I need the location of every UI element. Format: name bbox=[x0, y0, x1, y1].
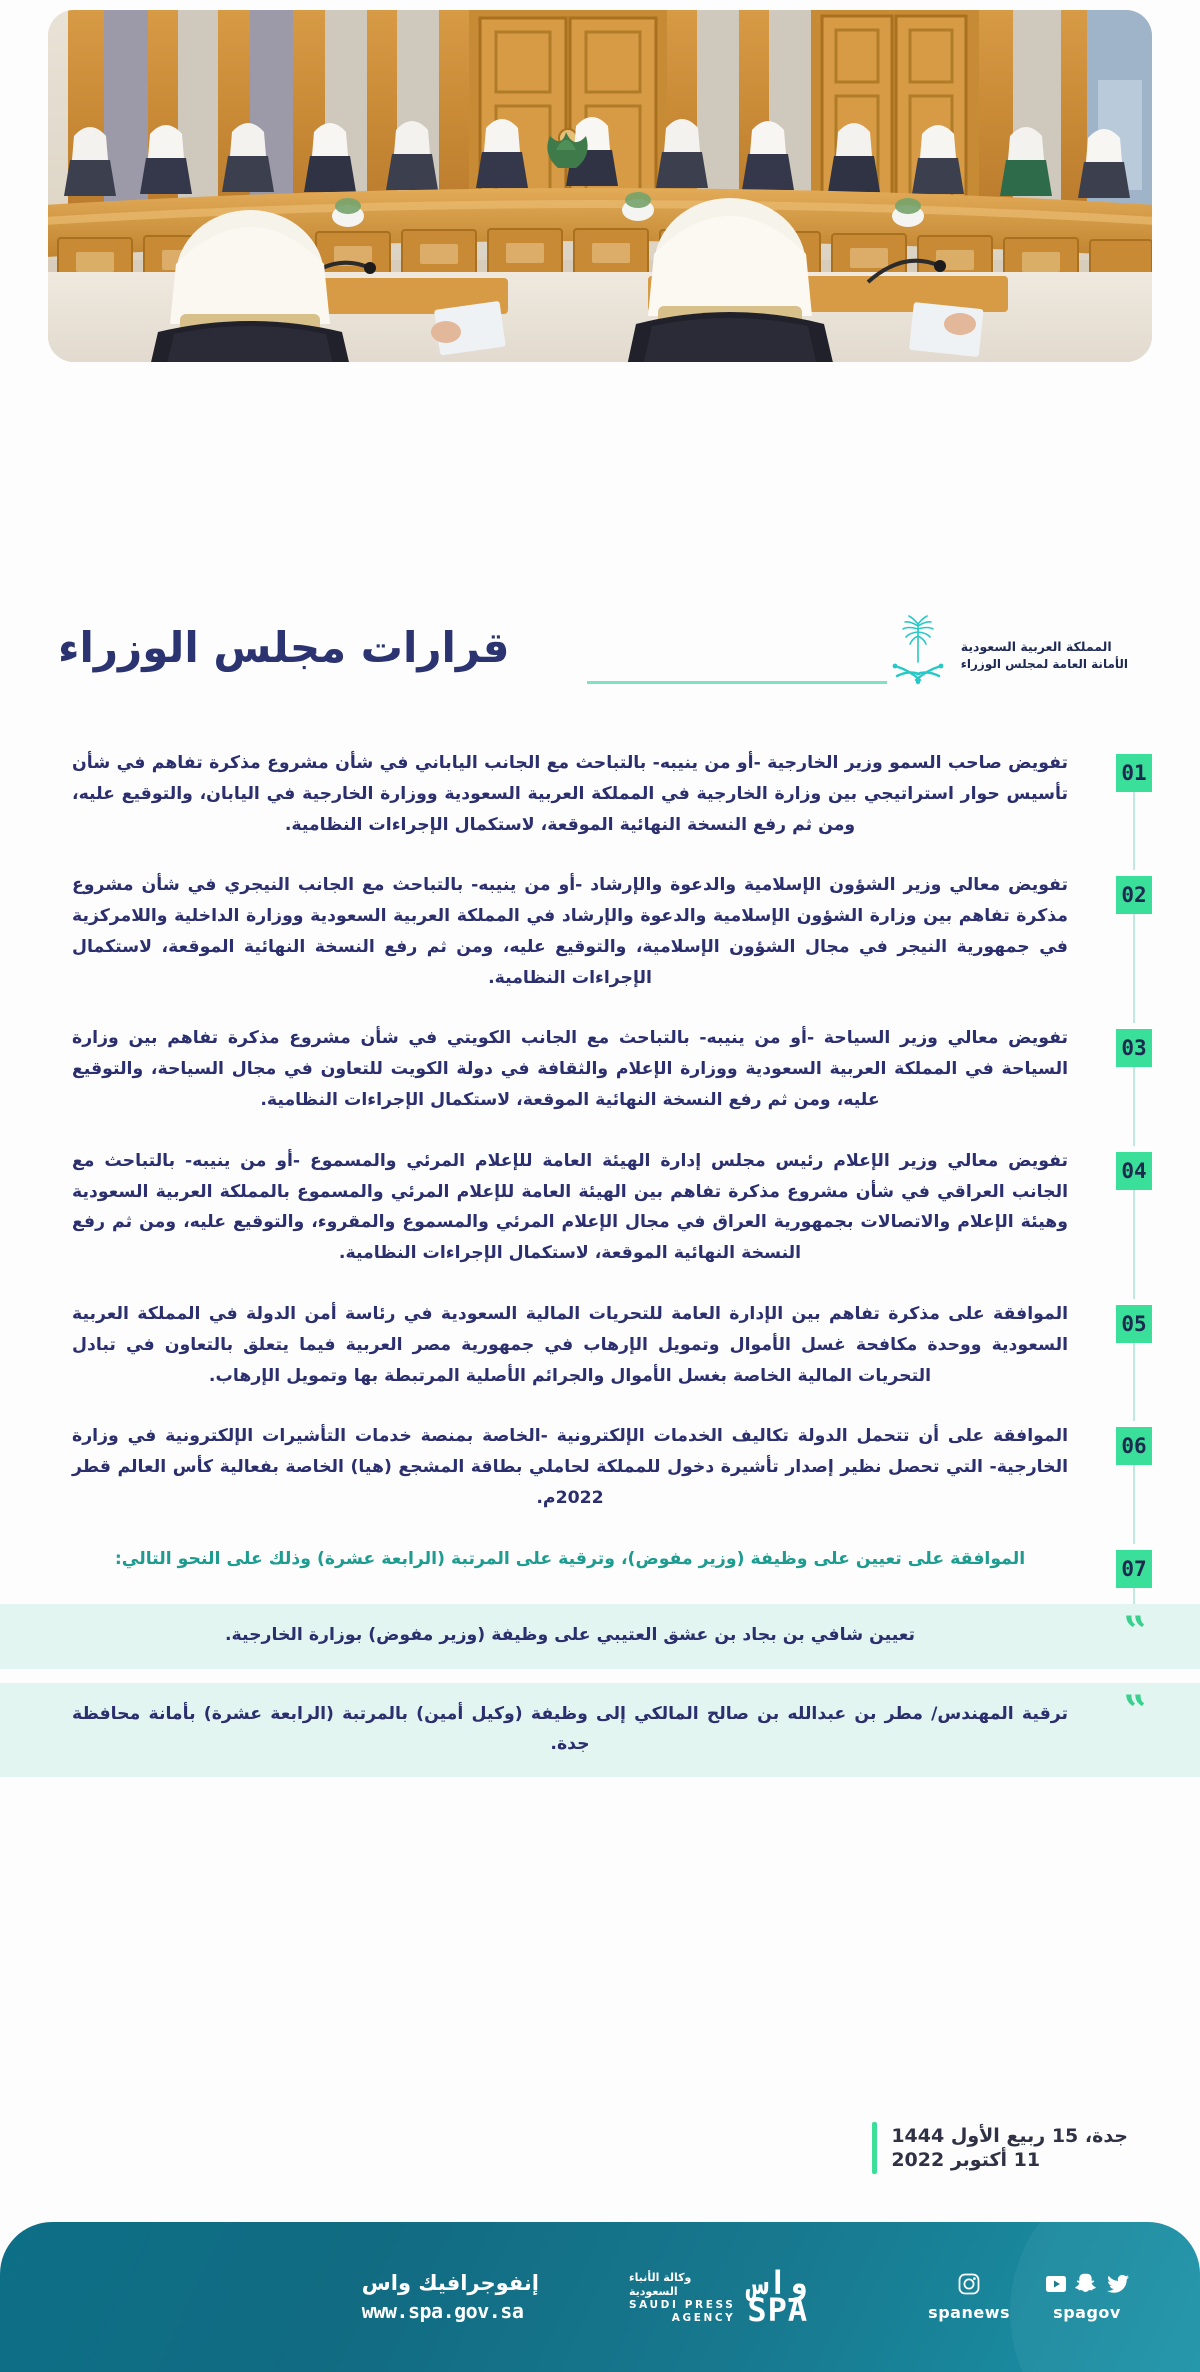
social-group-spagov[interactable] bbox=[1044, 2272, 1130, 2322]
decision-number-badge: 07 bbox=[1116, 1550, 1152, 1588]
decision-badge-column bbox=[1068, 1544, 1200, 1605]
decisions-list bbox=[0, 748, 1200, 1791]
date-gregorian: 11 أكتوبر 2022 bbox=[891, 2149, 1041, 2171]
publication-date bbox=[872, 2122, 1128, 2174]
decision-connector-line bbox=[1133, 1190, 1135, 1299]
title-underline bbox=[587, 681, 887, 684]
decision-connector-line bbox=[1133, 792, 1135, 870]
date-accent-bar bbox=[872, 2122, 877, 2174]
decision-badge-column bbox=[1068, 1146, 1200, 1299]
date-hijri: جدة، 15 ربيع الأول 1444 bbox=[891, 2125, 1128, 2147]
page-header bbox=[0, 600, 1200, 710]
decision-item bbox=[0, 1299, 1200, 1421]
page-footer bbox=[0, 2222, 1200, 2372]
date-lines bbox=[891, 2125, 1128, 2171]
social-group-spanews[interactable] bbox=[928, 2272, 1010, 2322]
snapchat-icon[interactable] bbox=[1075, 2272, 1099, 2296]
decision-connector-line bbox=[1133, 1588, 1135, 1605]
decision-connector-line bbox=[1133, 1465, 1135, 1543]
decision-item bbox=[0, 1421, 1200, 1543]
decision-item bbox=[0, 748, 1200, 870]
decision-number-badge: 03 bbox=[1116, 1029, 1152, 1067]
spa-arabic-mark: واس bbox=[748, 2264, 807, 2303]
decision-badge-column bbox=[1068, 1023, 1200, 1145]
credit-arabic-label: إنفوجرافيك واس bbox=[361, 2271, 539, 2295]
twitter-icon[interactable] bbox=[1106, 2272, 1130, 2296]
sub-bullet-column bbox=[1068, 1604, 1200, 1668]
quote-mark-icon: ” bbox=[1122, 1686, 1146, 1734]
spa-english-name-1: SAUDI PRESS bbox=[628, 2298, 736, 2311]
decision-text: تفويض معالي وزير الإعلام رئيس مجلس إدارة الهيئة العامة للإعلام المرئي والمسموع -أو من ينيبه- بالتباحث مع الجانب العراقي في شأن مشروع مذكرة تفاهم بين الهيئة العامة للإعلام المرئي والمسموع بالمملكة العربية السعودية وهيئة الإعلام والاتصالات بجمهورية العراق في مجال الإعلام المرئي والمسموع والمقروء، والتوقيع عليه، ومن ثم رفع النسخة النهائية الموقعة، لاستكمال الإجراءات النظامية. bbox=[72, 1150, 1068, 1264]
hero-photo bbox=[48, 10, 1152, 362]
spa-arabic-name-2: السعودية bbox=[628, 2284, 678, 2298]
logo-line-kingdom: المملكة العربية السعودية bbox=[960, 639, 1112, 654]
decision-text: الموافقة على تعيين على وظيفة (وزير مفوض)، وترقية على المرتبة (الرابعة عشرة) وذلك على النحو التالي: bbox=[114, 1548, 1026, 1569]
page-title: قرارات مجلس الوزراء bbox=[58, 623, 510, 673]
spa-logo-mark bbox=[747, 2264, 809, 2329]
instagram-icon[interactable] bbox=[957, 2272, 981, 2296]
decision-text: الموافقة على مذكرة تفاهم بين الإدارة العامة للتحريات المالية السعودية في رئاسة أمن الدولة في المملكة العربية السعودية ووحدة مكافحة غسل الأموال وتمويل الإرهاب في جمهورية مصر العربية فيما يتعلق بالتعاون في تبادل التحريات المالية الخاصة بغسل الأموال والجرائم الأصلية المرتبطة بها وتمويل الإرهاب. bbox=[72, 1303, 1068, 1386]
saudi-emblem-icon bbox=[887, 614, 949, 696]
decision-number-badge: 04 bbox=[1116, 1152, 1152, 1190]
sub-decision-item bbox=[0, 1604, 1200, 1668]
decision-connector-line bbox=[1133, 1343, 1135, 1421]
spa-arabic-name-1: وكالة الأنباء bbox=[628, 2270, 692, 2284]
spa-english-mark: SPA bbox=[747, 2291, 809, 2329]
decision-connector-line bbox=[1133, 914, 1135, 1023]
logo-line-secretariat: الأمانة العامة لمجلس الوزراء bbox=[960, 657, 1128, 671]
youtube-icon[interactable] bbox=[1044, 2272, 1068, 2296]
council-logo bbox=[887, 614, 1200, 696]
sub-bullet-column bbox=[1068, 1683, 1200, 1778]
quote-mark-icon: ” bbox=[1122, 1608, 1146, 1656]
spa-logo-words bbox=[629, 2271, 735, 2324]
sub-decision-text: ترقية المهندس/ مطر بن عبدالله بن صالح المالكي إلى وظيفة (وكيل أمين) بالمرتبة (الرابعة عشرة) بأمانة محافظة جدة. bbox=[0, 1683, 1068, 1778]
decision-number-badge: 01 bbox=[1116, 754, 1152, 792]
decision-item bbox=[0, 1146, 1200, 1299]
infographic-credit bbox=[362, 2271, 539, 2323]
social-icon-row bbox=[957, 2272, 981, 2296]
decision-badge-column bbox=[1068, 870, 1200, 1023]
decision-number-badge: 05 bbox=[1116, 1305, 1152, 1343]
social-icon-row bbox=[1044, 2272, 1130, 2296]
decision-text: تفويض معالي وزير الشؤون الإسلامية والدعوة والإرشاد -أو من ينيبه- بالتباحث مع الجانب النيجري في شأن مشروع مذكرة تفاهم بين وزارة الشؤون الإسلامية والدعوة والإرشاد في المملكة العربية السعودية ووزارة الداخلية واللامركزية في جمهورية النيجر في مجال الشؤون الإسلامية، والتوقيع عليه، ومن ثم رفع النسخة النهائية الموقعة، لاستكمال الإجراءات النظامية. bbox=[72, 875, 1068, 988]
sub-decision-item bbox=[0, 1683, 1200, 1778]
decision-badge-column bbox=[1068, 1299, 1200, 1421]
spa-english-name-2: AGENCY bbox=[671, 2311, 736, 2324]
social-handle-spanews: spanews bbox=[928, 2303, 1010, 2322]
decision-item bbox=[0, 870, 1200, 1023]
decision-number-badge: 06 bbox=[1116, 1427, 1152, 1465]
social-handle-spagov: spagov bbox=[1053, 2303, 1121, 2322]
council-logo-text bbox=[961, 639, 1128, 671]
title-block bbox=[0, 623, 887, 683]
decision-badge-column bbox=[1068, 748, 1200, 870]
decision-text: تفويض معالي وزير السياحة -أو من ينيبه- بالتباحث مع الجانب الكويتي في شأن مشروع مذكرة تفاهم بين وزارة السياحة في المملكة العربية السعودية ووزارة الإعلام والثقافة في دولة الكويت للتعاون في مجال السياحة، والتوقيع عليه، ومن ثم رفع النسخة النهائية الموقعة، لاستكمال الإجراءات النظامية. bbox=[72, 1028, 1068, 1111]
decision-text: الموافقة على أن تتحمل الدولة تكاليف الخدمات الإلكترونية -الخاصة بمنصة خدمات التأشيرات الإلكترونية في وزارة الخارجية- التي تحصل نظير إصدار تأشيرة دخول للمملكة لحاملي بطاقة المشجع (هيا) الخاصة بفعالية كأس العالم قطر 2022م. bbox=[72, 1426, 1068, 1508]
decision-connector-line bbox=[1133, 1067, 1135, 1145]
decision-number-badge: 02 bbox=[1116, 876, 1152, 914]
decision-item bbox=[0, 1544, 1200, 1605]
decision-badge-column bbox=[1068, 1421, 1200, 1543]
cabinet-meeting-illustration bbox=[48, 10, 1152, 362]
sub-decision-text: تعيين شافي بن بجاد بن عشق العتيبي على وظيفة (وزير مفوض) بوزارة الخارجية. bbox=[0, 1604, 1068, 1668]
social-links bbox=[928, 2272, 1130, 2322]
credit-website-url[interactable]: www.spa.gov.sa bbox=[361, 2299, 524, 2323]
decision-item bbox=[0, 1023, 1200, 1145]
decision-text: تفويض صاحب السمو وزير الخارجية -أو من ينيبه- بالتباحث مع الجانب الياباني في شأن مشروع مذكرة تفاهم في شأن تأسيس حوار استراتيجي بين وزارة الخارجية في المملكة العربية السعودية ووزارة الخارجية في اليابان، والتوقيع عليه، ومن ثم رفع النسخة النهائية الموقعة، لاستكمال الإجراءات النظامية. bbox=[72, 753, 1068, 835]
spa-logo bbox=[628, 2264, 809, 2329]
